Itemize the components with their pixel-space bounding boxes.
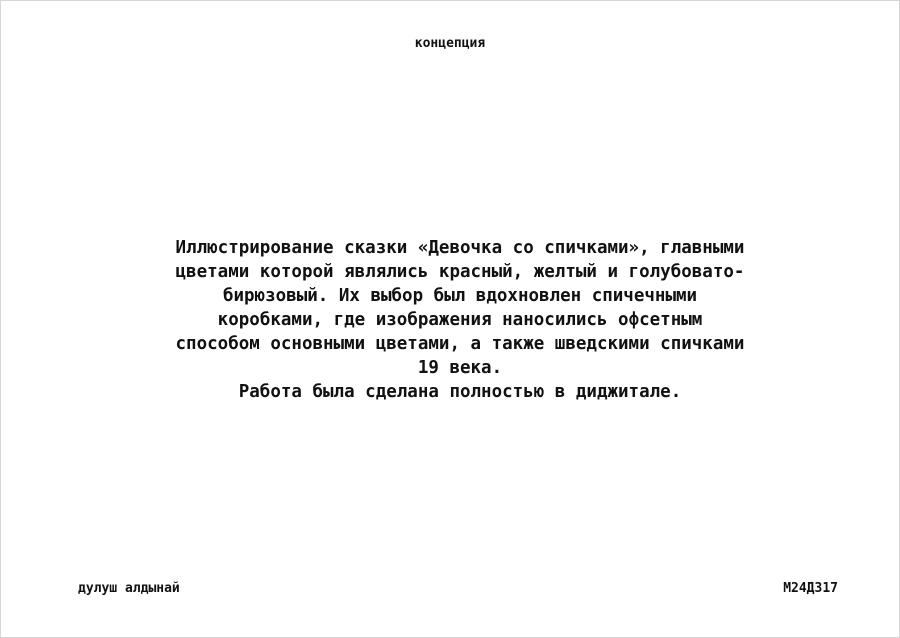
description-line: цветами которой являлись красный, желтый и голубовато- bbox=[175, 262, 745, 282]
author-name: дулуш алдынай bbox=[78, 581, 180, 596]
description-line: бирюзовый. Их выбор был вдохновлен спичечными bbox=[222, 286, 698, 306]
group-code: М24Д317 bbox=[783, 581, 838, 596]
description-line: 19 века. bbox=[417, 358, 503, 378]
description-line: коробками, где изображения наносились офсетным bbox=[217, 310, 703, 330]
description-text bbox=[130, 236, 790, 404]
description-line: способом основными цветами, а также шведскими спичками bbox=[175, 334, 745, 354]
section-title: концепция bbox=[414, 36, 486, 51]
description-line: Иллюстрирование сказки «Девочка со спичками», главными bbox=[175, 238, 745, 258]
description-line: Работа была сделана полностью в диджитале. bbox=[238, 382, 682, 402]
